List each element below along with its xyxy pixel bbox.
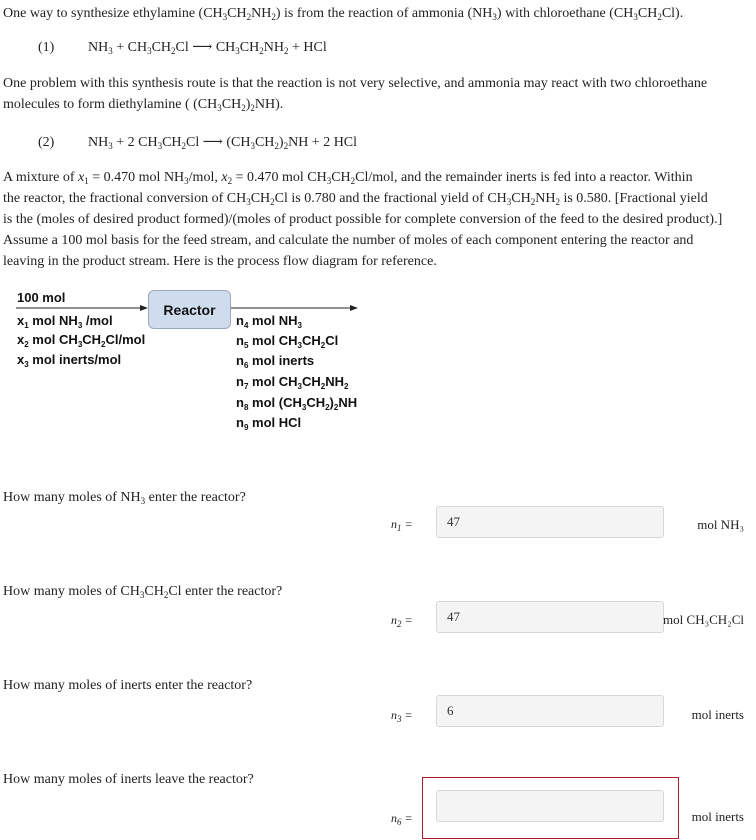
question-3-unit: mol inerts [691,707,744,722]
problem-text: One problem with this synthesis route is that the reaction is not very selective, and ammonia may react with two chloroethane molecules to form diethylamine ( $(CH_3CH_2)_2NH$). [3,76,708,113]
reactor-box: Reactor [148,290,231,329]
question-1-unit: mol NH₃ [697,517,744,532]
flow-arrows [0,0,756,340]
question-1-answer-input[interactable]: 47 [436,506,664,538]
question-3-variable: $n_3$ = [391,708,413,724]
product-component-8: $n_8$ mol $(CH_3CH_2)_2NH$ [236,395,358,412]
question-2-text: How many moles of $CH_3CH_2Cl$ enter the reactor? [3,584,283,600]
question-1-text: How many moles of $NH_3$ enter the reactor? [3,490,246,506]
question-4-answer-input[interactable] [436,790,664,822]
equation-number: (1) [38,40,55,55]
question-2-answer-input[interactable]: 47 [436,601,664,633]
feed-arrowhead [140,305,148,311]
feed-component-3: $x_3$ mol inerts/mol [17,352,122,369]
product-component-4: $n_4$ mol $NH_3$ [236,313,302,330]
equation-2: (2) $NH_3 + 2$ $CH_3CH_2Cl$ ⟶ $(CH_3CH_2)_2NH + 2$ HCl [38,135,358,151]
equation-number: (2) [38,135,55,150]
feed-total: 100 mol [17,290,66,305]
equation-1: (1) $NH_3 + CH_3CH_2Cl$ ⟶ $CH_3CH_2NH_2$ + HCl [38,40,327,56]
question-4-unit: mol inerts [691,809,744,824]
product-component-5: $n_5$ mol $CH_3CH_2Cl$ [236,333,339,350]
question-2-unit: mol CH₃CH₂Cl [663,612,744,627]
question-4-text: How many moles of inerts leave the reactor? [3,772,254,787]
product-arrowhead [350,305,358,311]
question-2-variable: $n_2$ = [391,613,413,629]
feed-component-1: $x_1$ mol $NH_3$ /mol [17,313,113,330]
mixture-text: A mixture of $x_1 = 0.470$ mol $NH_3$/mol, $x_2 = 0.470$ mol $CH_3CH_2Cl$/mol, and the remainder inerts is fed into a reactor. Within the reactor, the fractional conversion of $CH_3CH_2Cl$ is 0.780 and the fractional yield of $CH_3CH_2NH_2$ is 0.580. [Fractional yield is the (moles of desired product formed)/(moles of product possible for complete conversion of the feed to the desired product).] Assume a 100 mol basis for the feed stream, and calculate the number of moles of each component entering the reactor and leaving in the product stream. Here is the process flow diagram for reference. [3,170,723,269]
product-component-7: $n_7$ mol $CH_3CH_2NH_2$ [236,374,349,391]
question-3-answer-input[interactable]: 6 [436,695,664,727]
intro-text: One way to synthesize ethylamine $(CH_3CH_2NH_2)$ is from the reaction of ammonia $(NH_3)$ with chloroethane $(CH_3CH_2Cl)$. [3,6,684,22]
question-1-variable: $n_1$ = [391,517,413,533]
feed-component-2: $x_2$ mol $CH_3CH_2Cl$/mol [17,332,146,349]
question-4-variable: $n_6$ = [391,811,413,827]
product-component-9: $n_9$ mol HCl [236,415,302,432]
product-component-6: $n_6$ mol inerts [236,353,315,370]
question-3-text: How many moles of inerts enter the reactor? [3,678,253,693]
